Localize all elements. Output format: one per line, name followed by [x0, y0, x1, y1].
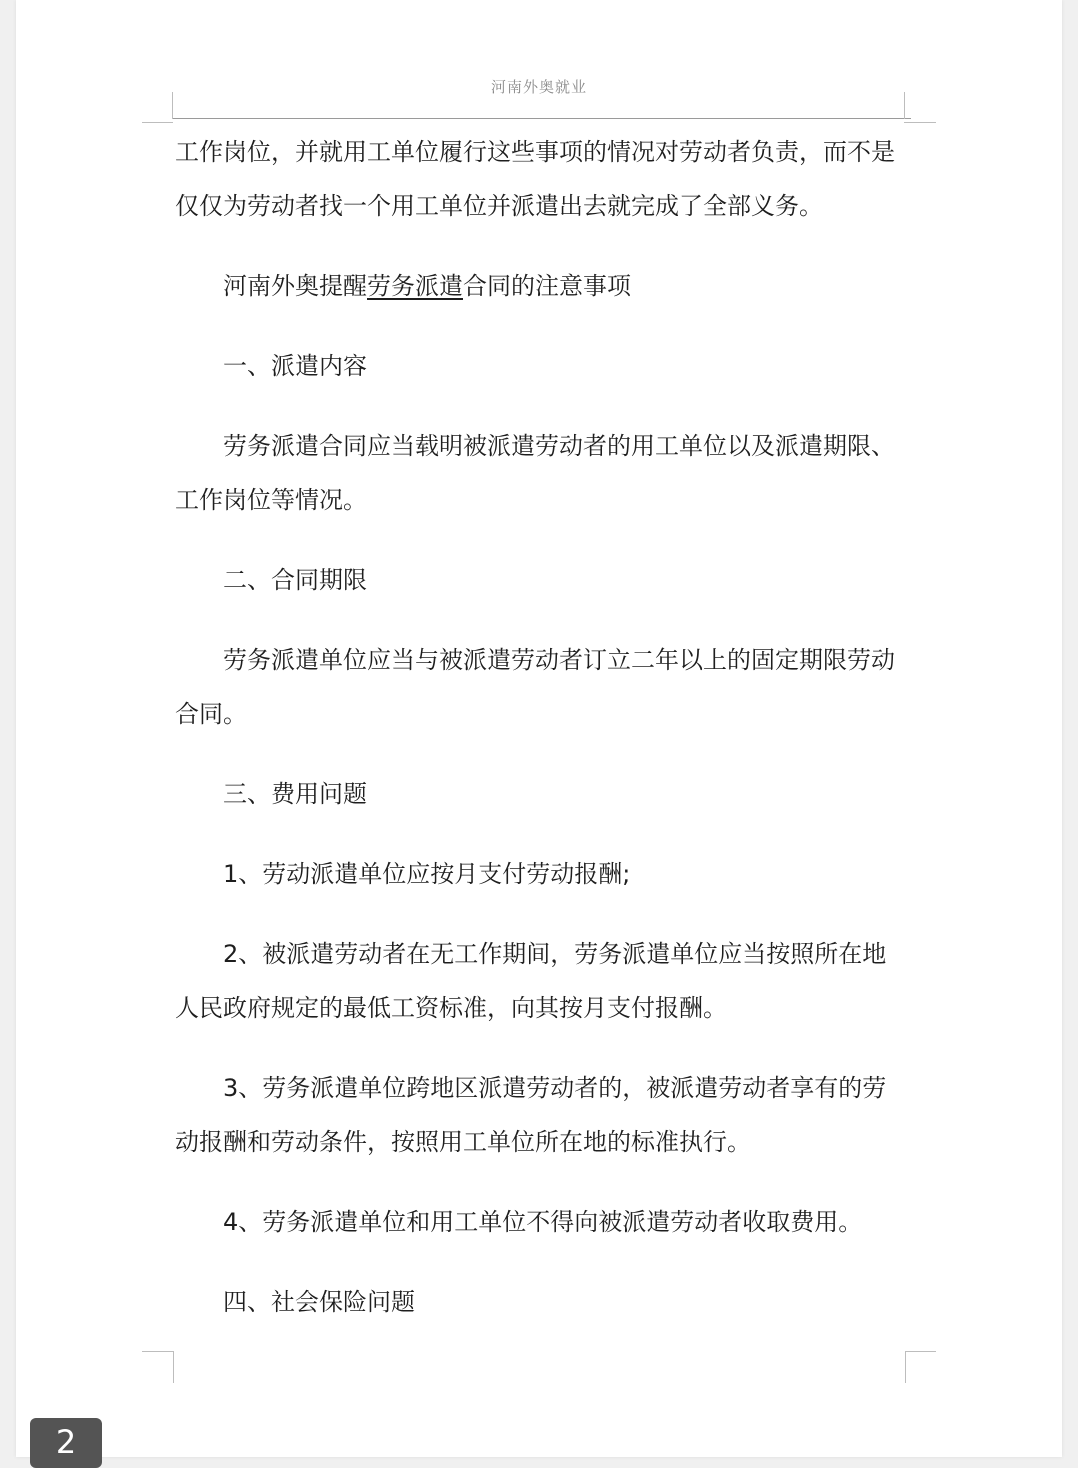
- section-heading: 二、合同期限: [223, 566, 367, 594]
- page-header-title: 河南外奥就业: [490, 78, 587, 96]
- margin-mark-top-left-horizontal: [142, 122, 173, 123]
- section-heading: 四、社会保险问题: [223, 1288, 415, 1316]
- intro-suffix: 合同的注意事项: [463, 272, 631, 300]
- section-heading: 一、派遣内容: [223, 352, 367, 380]
- margin-mark-top-right-horizontal: [904, 122, 936, 123]
- paragraph: 工作岗位，并就用工单位履行这些事项的情况对劳动者负责，而不是仅仅为劳动者找一个用工单位并派遣出去就完成了全部义务。: [175, 138, 895, 220]
- section-heading: 三、费用问题: [223, 780, 367, 808]
- margin-mark-bottom-left-horizontal: [142, 1351, 173, 1352]
- list-item: 1、劳动派遣单位应按月支付劳动报酬;: [223, 860, 631, 888]
- paragraph: 劳务派遣合同应当载明被派遣劳动者的用工单位以及派遣期限、工作岗位等情况。: [175, 432, 895, 514]
- keyword-link[interactable]: 劳务派遣: [367, 272, 463, 300]
- list-item: 2、被派遣劳动者在无工作期间，劳务派遣单位应当按照所在地人民政府规定的最低工资标准，向其按月支付报酬。: [175, 940, 887, 1022]
- header-divider: [172, 118, 911, 119]
- margin-mark-top-left: [172, 92, 173, 119]
- margin-mark-bottom-right: [905, 1351, 906, 1383]
- margin-mark-top-right: [904, 92, 905, 119]
- document-body: [175, 125, 910, 1355]
- list-item: 4、劳务派遣单位和用工单位不得向被派遣劳动者收取费用。: [223, 1208, 863, 1236]
- list-item: 3、劳务派遣单位跨地区派遣劳动者的，被派遣劳动者享有的劳动报酬和劳动条件，按照用工单位所在地的标准执行。: [175, 1074, 887, 1156]
- intro-prefix: 河南外奥提醒: [223, 272, 367, 300]
- page-number-badge: 2: [30, 1418, 102, 1468]
- paragraph: 劳务派遣单位应当与被派遣劳动者订立二年以上的固定期限劳动合同。: [175, 646, 895, 728]
- section-intro: [175, 259, 910, 313]
- margin-mark-bottom-left: [173, 1351, 174, 1383]
